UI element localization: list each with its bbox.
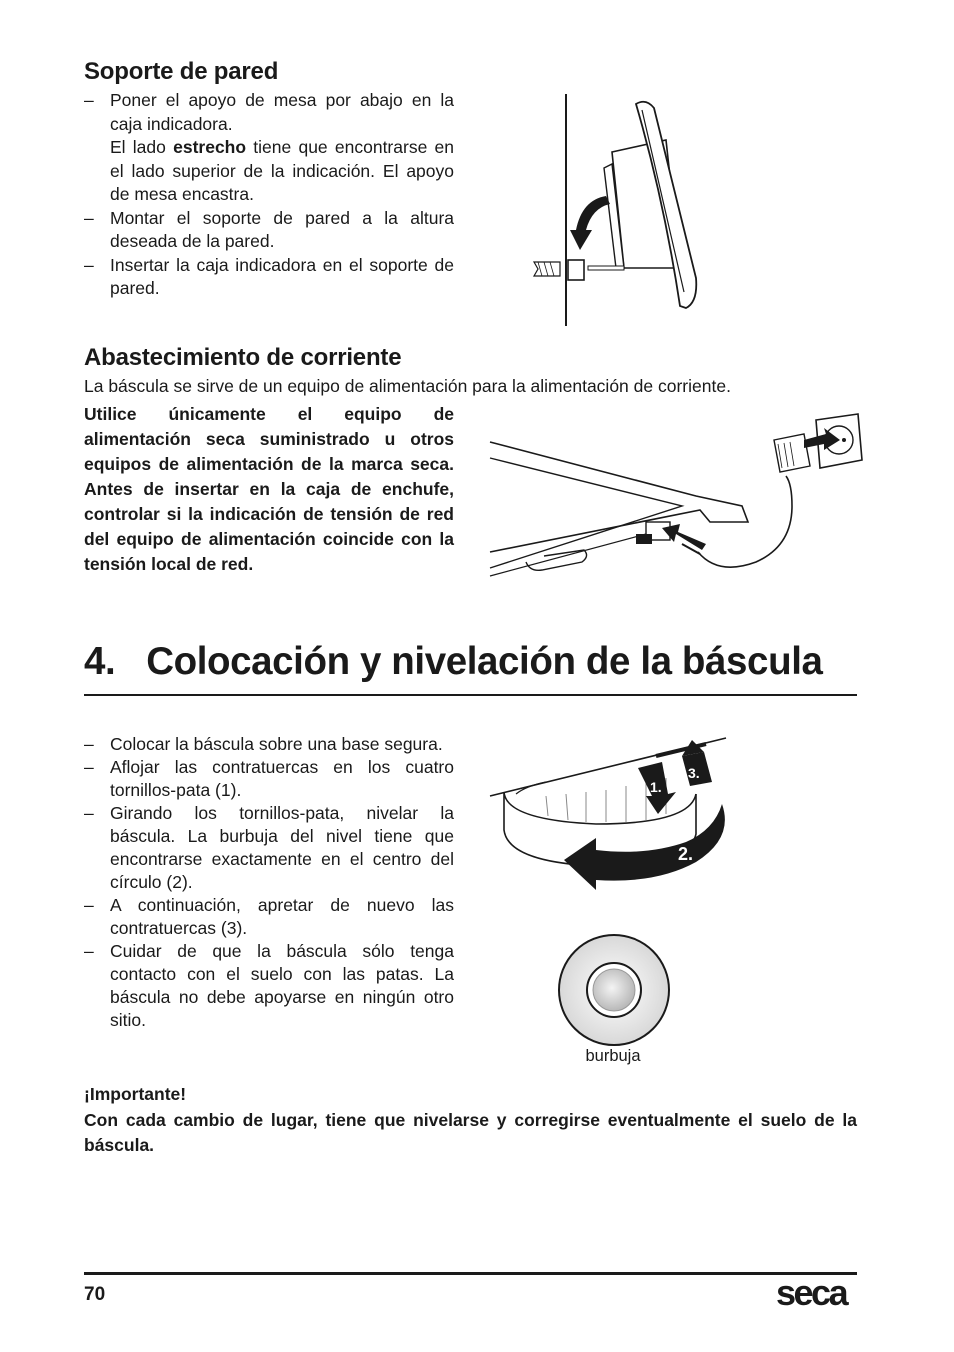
page-number: 70	[84, 1284, 106, 1305]
bubble-level-illustration	[556, 932, 672, 1048]
list-item	[84, 89, 454, 207]
list-item: – A continuación, apretar de nuevo las contratuercas (3).	[84, 894, 454, 940]
important-text: Con cada cambio de lugar, tiene que nivelarse y corregirse eventualmente el suelo de la báscula.	[84, 1110, 857, 1155]
wall-mount-heading: Soporte de pared	[84, 58, 279, 85]
bubble-caption: burbuja	[585, 1047, 641, 1065]
wall-mount-step-1-post: tiene que encontrarse en el lado superior de la indicación. El apoyo de mesa encastra.	[110, 137, 454, 204]
section-4-rule	[84, 694, 857, 696]
list-item: – Colocar la báscula sobre una base segura.	[84, 733, 454, 756]
wall-mount-illustration	[520, 90, 720, 330]
wall-mount-step-1-line1: Poner el apoyo de mesa por abajo en la caja indicadora.	[110, 90, 454, 134]
step-2-label: 2.	[678, 844, 694, 864]
power-heading: Abastecimiento de corriente	[84, 344, 402, 371]
section-4-title: 4. Colocación y nivelación de la báscula	[84, 640, 823, 683]
list-item: – Cuidar de que la báscula sólo tenga contacto con el suelo con las patas. La báscula no debe apoyarse en ningún otro sitio.	[84, 940, 454, 1032]
wall-mount-steps	[84, 89, 454, 301]
wall-mount-step-1-bold: estrecho	[173, 137, 247, 157]
list-item: – Montar el soporte de pared a la altura deseada de la pared.	[84, 207, 454, 254]
important-label: ¡Importante!	[84, 1084, 187, 1104]
power-supply-illustration	[486, 410, 866, 585]
list-item: – Aflojar las contratuercas en los cuatro tornillos-pata (1).	[84, 756, 454, 802]
list-item: – Insertar la caja indicadora en el soporte de pared.	[84, 254, 454, 301]
wall-mount-step-1-pre: El lado	[110, 137, 174, 157]
power-warning: Utilice únicamente el equipo de alimentación seca suministrado u otros equipos de alimentación de la marca seca. Antes de insertar en la caja de enchufe, controlar si la indicación de tensión de red del equipo de alimentación coincide con la tensión local de red.	[84, 404, 454, 574]
step-1-label: 1.	[650, 779, 662, 795]
power-intro: La báscula se sirve de un equipo de alimentación para la alimentación de corriente.	[84, 376, 731, 396]
leveling-steps	[84, 733, 454, 1032]
list-item: – Girando los tornillos-pata, nivelar la báscula. La burbuja del nivel tiene que encontrarse exactamente en el centro del círculo (2).	[84, 802, 454, 894]
step-3-label: 3.	[688, 765, 700, 781]
seca-logo: seca	[776, 1272, 847, 1313]
footer-rule	[84, 1272, 857, 1275]
leveling-foot-illustration	[486, 734, 740, 894]
